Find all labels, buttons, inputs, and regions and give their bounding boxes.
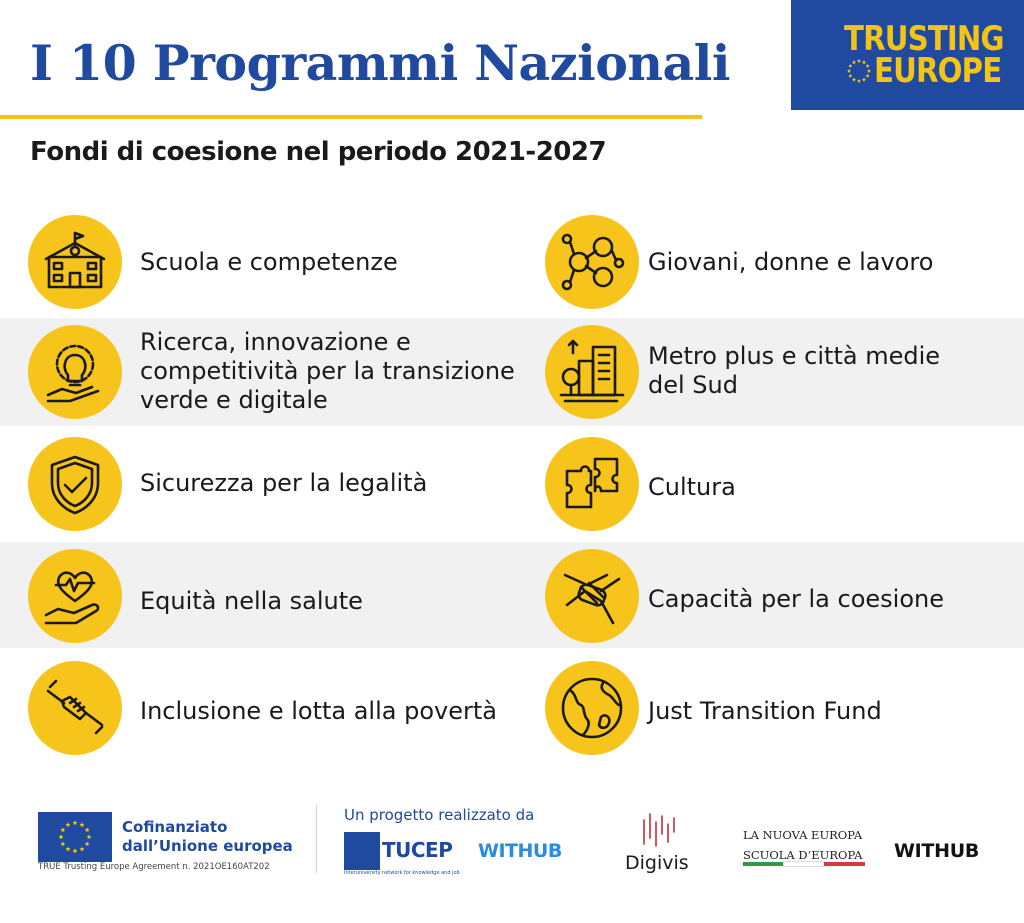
eu-star: [73, 848, 78, 853]
program-label: Equità nella salute: [140, 587, 363, 615]
city-buildings-tree-icon: [545, 325, 639, 419]
eu-star: [85, 827, 90, 832]
eu-star: [80, 847, 85, 852]
globe-icon: [545, 661, 639, 755]
la-nuova-europa-logo: [743, 825, 862, 865]
program-label: Giovani, donne e lavoro: [648, 248, 934, 276]
cofinanced-text: [122, 818, 293, 856]
title-underline: [0, 115, 702, 119]
school-building-icon: [28, 215, 122, 309]
eu-star: [85, 841, 90, 846]
project-label: Un progetto realizzato da: [344, 806, 535, 824]
cofinanced-line1: Cofinanziato: [122, 818, 228, 836]
eu-star: [852, 60, 856, 64]
eu-star: [848, 74, 852, 78]
eu-star: [59, 834, 64, 839]
cofinanced-line2: dall’Unione europea: [122, 837, 293, 855]
page-title: I 10 Programmi Nazionali: [30, 34, 731, 92]
brand-line1: TRUSTING: [844, 19, 1004, 59]
program-label: Scuola e competenze: [140, 248, 398, 276]
people-network-icon: [545, 215, 639, 309]
program-label: Cultura: [648, 473, 736, 501]
italian-flag-stripe: [743, 862, 865, 866]
eu-star: [848, 64, 852, 68]
eu-star: [862, 60, 866, 64]
eu-star: [857, 79, 861, 83]
eu-star: [66, 822, 71, 827]
joined-hands-icon: [545, 549, 639, 643]
eu-star: [87, 834, 92, 839]
eu-star: [847, 69, 851, 73]
digivis-wordmark: Digivis: [625, 852, 689, 874]
lne-line2: SCUOLA D’EUROPA: [743, 848, 863, 862]
eu-star: [66, 847, 71, 852]
eu-star: [857, 59, 861, 63]
page-subtitle: Fondi di coesione nel periodo 2021-2027: [30, 137, 607, 167]
withhub-logo-black: WITHUB: [894, 840, 979, 862]
eu-star: [852, 77, 856, 81]
eu-star: [60, 827, 65, 832]
tucep-logo: [344, 830, 460, 876]
program-label: Ricerca, innovazione e competitività per la transizione verde e digitale: [140, 328, 515, 414]
eu-star: [866, 64, 870, 68]
eu-flag-stars: [38, 812, 112, 862]
tucep-tagline: Interuniversity network for knowledge and job: [344, 870, 460, 876]
shield-check-icon: [28, 437, 122, 531]
digivis-mark-icon: [640, 812, 682, 848]
helping-hands-icon: [28, 661, 122, 755]
brand-line2: EUROPE: [874, 51, 1002, 91]
tucep-mark-icon: [344, 832, 380, 870]
eu-star: [867, 69, 871, 73]
eu-star: [73, 820, 78, 825]
footer-divider: [316, 805, 317, 873]
program-label: Inclusione e lotta alla povertà: [140, 697, 497, 725]
program-label: Capacità per la coesione: [648, 585, 944, 613]
eu-stars-icon: [845, 57, 873, 85]
heart-hand-icon: [28, 549, 122, 643]
agreement-text: TRUE Trusting Europe Agreement n. 2021OE160AT202: [38, 862, 270, 872]
program-label: Just Transition Fund: [648, 697, 882, 725]
eu-star: [866, 74, 870, 78]
puzzle-pieces-icon: [545, 437, 639, 531]
withhub-logo-blue: WITHUB: [478, 840, 562, 862]
eu-star: [862, 77, 866, 81]
eu-star: [80, 822, 85, 827]
eu-star: [60, 841, 65, 846]
lightbulb-gear-hand-icon: [28, 325, 122, 419]
tucep-wordmark: TUCEP: [382, 838, 453, 862]
program-label: Metro plus e città medie del Sud: [648, 342, 941, 399]
eu-flag-icon: [38, 812, 112, 862]
trusting-europe-logo: [791, 0, 1024, 110]
program-label: Sicurezza per la legalità: [140, 469, 428, 497]
lne-line1: LA NUOVA EUROPA: [743, 828, 863, 842]
